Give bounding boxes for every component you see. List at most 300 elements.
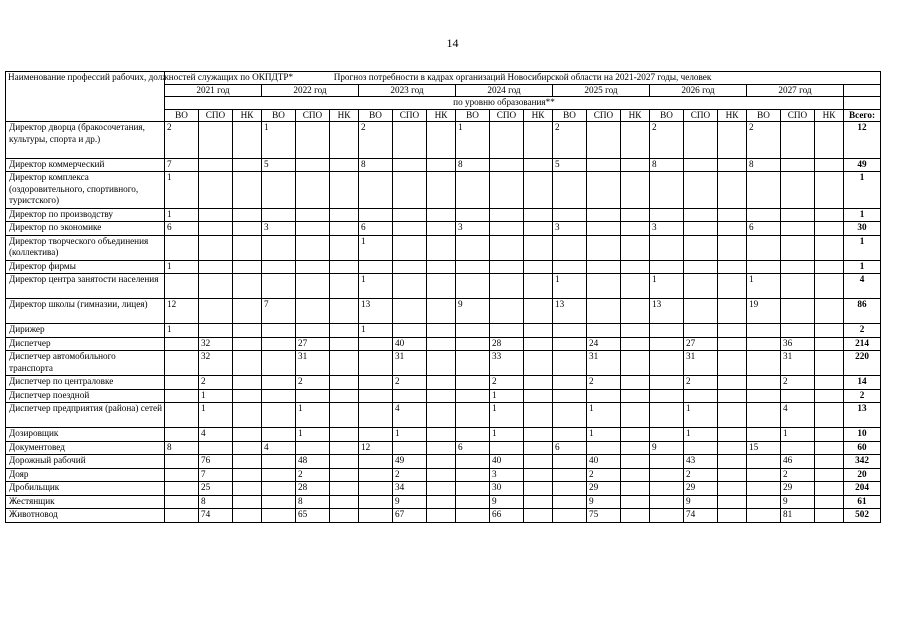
value-cell [359, 208, 393, 222]
total-cell: 12 [844, 122, 881, 159]
value-cell: 3 [456, 222, 490, 236]
value-cell [553, 455, 587, 469]
value-cell [330, 260, 359, 274]
value-cell [456, 468, 490, 482]
value-cell [684, 222, 718, 236]
value-cell: 3 [490, 468, 524, 482]
value-cell [330, 428, 359, 442]
value-cell: 15 [747, 441, 781, 455]
value-cell [165, 376, 199, 390]
value-cell: 2 [650, 122, 684, 159]
table-row [6, 222, 881, 236]
value-cell [233, 428, 262, 442]
level-header: ВО [747, 109, 781, 122]
value-cell [427, 389, 456, 403]
year-header: 2023 год [359, 84, 456, 97]
value-cell [524, 324, 553, 338]
value-cell: 2 [781, 376, 815, 390]
value-cell [747, 403, 781, 428]
value-cell [359, 403, 393, 428]
value-cell [233, 324, 262, 338]
value-cell [359, 389, 393, 403]
value-cell [621, 441, 650, 455]
value-cell [427, 403, 456, 428]
value-cell [781, 235, 815, 260]
value-cell [490, 260, 524, 274]
table-row [6, 482, 881, 496]
value-cell [296, 122, 330, 159]
value-cell: 1 [359, 324, 393, 338]
value-cell [427, 235, 456, 260]
value-cell [233, 260, 262, 274]
value-cell [553, 403, 587, 428]
value-cell: 8 [359, 158, 393, 172]
value-cell [296, 158, 330, 172]
year-header: 2026 год [650, 84, 747, 97]
value-cell: 2 [393, 468, 427, 482]
value-cell [524, 274, 553, 299]
profession-name: Дробильщик [6, 482, 165, 496]
value-cell [587, 158, 621, 172]
level-header: ВО [359, 109, 393, 122]
value-cell [587, 274, 621, 299]
value-cell [781, 324, 815, 338]
value-cell [359, 351, 393, 376]
value-cell [199, 158, 233, 172]
value-cell [587, 324, 621, 338]
value-cell: 40 [587, 455, 621, 469]
level-header: НК [718, 109, 747, 122]
value-cell [427, 455, 456, 469]
profession-name: Дирижер [6, 324, 165, 338]
value-cell [553, 208, 587, 222]
value-cell [650, 403, 684, 428]
profession-name: Диспетчер предприятия (района) сетей [6, 403, 165, 428]
value-cell: 28 [296, 482, 330, 496]
value-cell [815, 428, 844, 442]
value-cell [262, 235, 296, 260]
value-cell: 74 [684, 509, 718, 523]
table-row [6, 376, 881, 390]
value-cell: 76 [199, 455, 233, 469]
value-cell: 2 [553, 122, 587, 159]
value-cell [815, 389, 844, 403]
total-cell: 14 [844, 376, 881, 390]
value-cell [359, 172, 393, 209]
value-cell [747, 495, 781, 509]
value-cell [587, 208, 621, 222]
value-cell: 46 [781, 455, 815, 469]
value-cell: 6 [165, 222, 199, 236]
value-cell [330, 495, 359, 509]
value-cell [199, 235, 233, 260]
value-cell: 27 [296, 337, 330, 351]
value-cell: 29 [587, 482, 621, 496]
table-row [6, 509, 881, 523]
value-cell [233, 222, 262, 236]
value-cell [684, 389, 718, 403]
name-column-header: Наименование профессий рабочих, должностей служащих по ОКПДТР* [6, 72, 165, 122]
level-header: СПО [393, 109, 427, 122]
value-cell [262, 495, 296, 509]
value-cell [330, 324, 359, 338]
profession-name: Директор центра занятости населения [6, 274, 165, 299]
total-cell: 1 [844, 208, 881, 222]
value-cell: 27 [684, 337, 718, 351]
value-cell [815, 158, 844, 172]
value-cell [587, 389, 621, 403]
value-cell [650, 509, 684, 523]
table-row [6, 403, 881, 428]
table-row [6, 441, 881, 455]
value-cell [165, 351, 199, 376]
level-header: ВО [262, 109, 296, 122]
value-cell [781, 389, 815, 403]
value-cell [718, 235, 747, 260]
value-cell [524, 509, 553, 523]
value-cell [621, 324, 650, 338]
value-cell [587, 260, 621, 274]
table-row [6, 428, 881, 442]
total-cell: 1 [844, 172, 881, 209]
value-cell [165, 468, 199, 482]
table-row [6, 122, 881, 159]
profession-name: Жестянщик [6, 495, 165, 509]
profession-name: Директор по производству [6, 208, 165, 222]
value-cell [553, 324, 587, 338]
value-cell [524, 222, 553, 236]
value-cell: 4 [199, 428, 233, 442]
value-cell [524, 260, 553, 274]
value-cell [490, 235, 524, 260]
value-cell [296, 208, 330, 222]
value-cell [621, 158, 650, 172]
value-cell: 43 [684, 455, 718, 469]
value-cell [393, 235, 427, 260]
value-cell: 9 [456, 299, 490, 324]
value-cell [815, 509, 844, 523]
value-cell: 67 [393, 509, 427, 523]
value-cell [718, 403, 747, 428]
value-cell [621, 495, 650, 509]
value-cell: 74 [199, 509, 233, 523]
value-cell [781, 441, 815, 455]
value-cell [393, 441, 427, 455]
value-cell: 1 [296, 428, 330, 442]
profession-name: Директор коммерческий [6, 158, 165, 172]
value-cell [781, 158, 815, 172]
value-cell: 2 [747, 122, 781, 159]
value-cell: 31 [393, 351, 427, 376]
value-cell [427, 324, 456, 338]
value-cell [262, 274, 296, 299]
value-cell [524, 468, 553, 482]
value-cell [553, 235, 587, 260]
value-cell [262, 208, 296, 222]
level-header: НК [427, 109, 456, 122]
value-cell: 1 [199, 403, 233, 428]
total-cell: 4 [844, 274, 881, 299]
value-cell [456, 495, 490, 509]
profession-name: Директор творческого объединения (коллектива) [6, 235, 165, 260]
value-cell [747, 376, 781, 390]
value-cell [718, 376, 747, 390]
value-cell: 6 [747, 222, 781, 236]
value-cell [456, 376, 490, 390]
value-cell [427, 260, 456, 274]
value-cell: 13 [359, 299, 393, 324]
value-cell [621, 455, 650, 469]
table-row [6, 468, 881, 482]
value-cell [330, 468, 359, 482]
level-header: НК [330, 109, 359, 122]
value-cell [262, 403, 296, 428]
value-cell [747, 455, 781, 469]
table-row [6, 337, 881, 351]
value-cell [262, 324, 296, 338]
value-cell [427, 482, 456, 496]
value-cell [815, 172, 844, 209]
value-cell [815, 441, 844, 455]
total-cell: 60 [844, 441, 881, 455]
value-cell [330, 441, 359, 455]
value-cell [427, 122, 456, 159]
value-cell [296, 389, 330, 403]
value-cell [393, 389, 427, 403]
value-cell: 8 [650, 158, 684, 172]
value-cell [456, 337, 490, 351]
value-cell [684, 274, 718, 299]
value-cell [393, 324, 427, 338]
value-cell: 1 [747, 274, 781, 299]
profession-name: Директор комплекса (оздоровительного, спортивного, туристского) [6, 172, 165, 209]
value-cell: 29 [781, 482, 815, 496]
value-cell [456, 351, 490, 376]
value-cell: 8 [296, 495, 330, 509]
value-cell [490, 324, 524, 338]
value-cell [427, 376, 456, 390]
value-cell [718, 122, 747, 159]
value-cell [524, 428, 553, 442]
profession-name: Директор по экономике [6, 222, 165, 236]
value-cell [553, 376, 587, 390]
value-cell [359, 376, 393, 390]
total-header: Всего: [844, 109, 881, 122]
value-cell [296, 260, 330, 274]
value-cell [359, 455, 393, 469]
value-cell [262, 482, 296, 496]
value-cell: 2 [165, 122, 199, 159]
value-cell [621, 172, 650, 209]
value-cell [553, 351, 587, 376]
value-cell [165, 482, 199, 496]
value-cell: 7 [199, 468, 233, 482]
value-cell [718, 495, 747, 509]
value-cell [490, 299, 524, 324]
value-cell [330, 482, 359, 496]
value-cell [165, 495, 199, 509]
value-cell [815, 337, 844, 351]
value-cell: 31 [684, 351, 718, 376]
value-cell [781, 274, 815, 299]
value-cell [747, 172, 781, 209]
value-cell [262, 468, 296, 482]
value-cell [684, 260, 718, 274]
value-cell: 75 [587, 509, 621, 523]
value-cell [781, 208, 815, 222]
value-cell [524, 235, 553, 260]
value-cell [553, 428, 587, 442]
value-cell [524, 455, 553, 469]
value-cell: 8 [165, 441, 199, 455]
table-row [6, 158, 881, 172]
value-cell [490, 158, 524, 172]
year-header: 2025 год [553, 84, 650, 97]
value-cell [650, 172, 684, 209]
value-cell [815, 351, 844, 376]
value-cell [233, 389, 262, 403]
value-cell [650, 324, 684, 338]
value-cell [524, 208, 553, 222]
value-cell [815, 274, 844, 299]
value-cell [650, 337, 684, 351]
value-cell: 4 [781, 403, 815, 428]
value-cell: 8 [747, 158, 781, 172]
value-cell [490, 208, 524, 222]
profession-name: Животновод [6, 509, 165, 523]
value-cell [427, 299, 456, 324]
value-cell: 13 [553, 299, 587, 324]
value-cell [233, 468, 262, 482]
value-cell [815, 455, 844, 469]
value-cell [296, 172, 330, 209]
value-cell [747, 235, 781, 260]
value-cell: 1 [165, 324, 199, 338]
value-cell [718, 482, 747, 496]
value-cell [456, 324, 490, 338]
profession-name: Директор фирмы [6, 260, 165, 274]
level-header: НК [524, 109, 553, 122]
value-cell [718, 337, 747, 351]
profession-name: Диспетчер поездной [6, 389, 165, 403]
value-cell: 2 [359, 122, 393, 159]
value-cell: 8 [456, 158, 490, 172]
value-cell [456, 509, 490, 523]
year-header: 2027 год [747, 84, 844, 97]
total-cell: 20 [844, 468, 881, 482]
value-cell: 6 [359, 222, 393, 236]
profession-name: Документовед [6, 441, 165, 455]
value-cell [718, 324, 747, 338]
value-cell: 49 [393, 455, 427, 469]
value-cell: 30 [490, 482, 524, 496]
value-cell [456, 235, 490, 260]
value-cell [621, 260, 650, 274]
value-cell [490, 274, 524, 299]
value-cell [553, 468, 587, 482]
profession-name: Директор школы (гимназии, лицея) [6, 299, 165, 324]
value-cell [747, 482, 781, 496]
value-cell [427, 495, 456, 509]
profession-name: Диспетчер [6, 337, 165, 351]
value-cell [747, 428, 781, 442]
value-cell [330, 403, 359, 428]
value-cell [165, 428, 199, 442]
value-cell [718, 299, 747, 324]
table-row [6, 172, 881, 209]
value-cell [393, 122, 427, 159]
value-cell [427, 158, 456, 172]
value-cell [233, 403, 262, 428]
value-cell [815, 403, 844, 428]
value-cell [587, 441, 621, 455]
value-cell: 4 [262, 441, 296, 455]
value-cell [233, 495, 262, 509]
value-cell [165, 403, 199, 428]
total-cell: 13 [844, 403, 881, 428]
value-cell: 12 [359, 441, 393, 455]
value-cell [393, 222, 427, 236]
value-cell [233, 441, 262, 455]
level-header: ВО [165, 109, 199, 122]
value-cell [490, 172, 524, 209]
value-cell [524, 389, 553, 403]
total-cell: 30 [844, 222, 881, 236]
table-title: Прогноз потребности в кадрах организаций Новосибирской области на 2021-2027 годы, человек [165, 72, 881, 85]
value-cell [456, 274, 490, 299]
value-cell [330, 337, 359, 351]
value-cell [747, 208, 781, 222]
value-cell [684, 158, 718, 172]
total-cell: 214 [844, 337, 881, 351]
total-cell: 220 [844, 351, 881, 376]
level-header: СПО [781, 109, 815, 122]
level-header: НК [621, 109, 650, 122]
value-cell [233, 376, 262, 390]
value-cell: 2 [587, 468, 621, 482]
value-cell [233, 274, 262, 299]
value-cell [330, 235, 359, 260]
value-cell: 2 [199, 376, 233, 390]
value-cell: 5 [553, 158, 587, 172]
value-cell [456, 172, 490, 209]
value-cell [262, 455, 296, 469]
value-cell: 81 [781, 509, 815, 523]
profession-name: Дорожный рабочий [6, 455, 165, 469]
value-cell: 2 [296, 468, 330, 482]
value-cell: 31 [296, 351, 330, 376]
value-cell [296, 274, 330, 299]
value-cell [330, 122, 359, 159]
value-cell: 2 [296, 376, 330, 390]
value-cell: 1 [199, 389, 233, 403]
value-cell [718, 158, 747, 172]
value-cell [621, 482, 650, 496]
value-cell [330, 351, 359, 376]
value-cell [262, 428, 296, 442]
value-cell [621, 351, 650, 376]
level-header: ВО [553, 109, 587, 122]
value-cell [359, 337, 393, 351]
total-cell: 2 [844, 389, 881, 403]
value-cell: 1 [296, 403, 330, 428]
value-cell [815, 222, 844, 236]
value-cell [718, 441, 747, 455]
value-cell: 1 [684, 403, 718, 428]
value-cell [524, 495, 553, 509]
page-number: 14 [446, 36, 459, 50]
value-cell [330, 455, 359, 469]
